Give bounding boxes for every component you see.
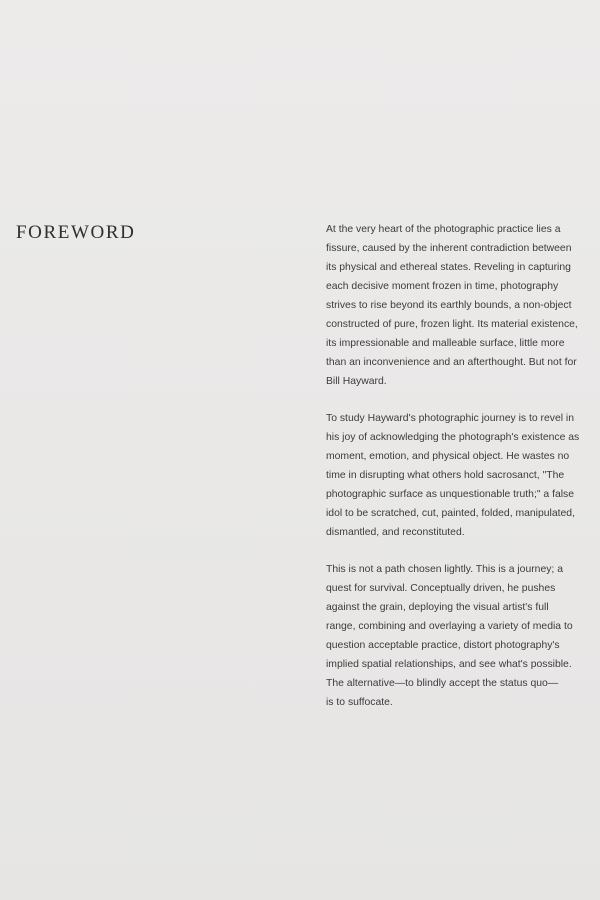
foreword-text (326, 220, 600, 730)
text-line: than an inconvenience and an afterthought. But not for (326, 357, 577, 368)
text-line: photographic surface as unquestionable truth;" a false (326, 489, 575, 500)
paragraph (326, 220, 600, 391)
text-line: range, combining and overlaying a variety of media to (326, 621, 573, 632)
text-line: question acceptable practice, distort photography's (326, 640, 560, 651)
text-line: against the grain, deploying the visual artist's full (326, 602, 549, 613)
text-line: its physical and ethereal states. Reveling in capturing (326, 262, 571, 273)
page-title: FOREWORD (16, 222, 136, 243)
text-line: time in disrupting what others hold sacrosanct, "The (326, 470, 565, 481)
text-line: dismantled, and reconstituted. (326, 527, 465, 538)
text-line: fissure, caused by the inherent contradiction between (326, 243, 572, 254)
text-line: each decisive moment frozen in time, photography (326, 281, 559, 292)
text-line: To study Hayward's photographic journey is to revel in (326, 413, 575, 424)
text-line: Bill Hayward. (326, 376, 387, 387)
text-line: moment, emotion, and physical object. He wastes no (326, 451, 570, 462)
text-line: implied spatial relationships, and see what's possible. (326, 659, 572, 670)
paragraph (326, 560, 600, 712)
text-line: quest for survival. Conceptually driven, he pushes (326, 583, 556, 594)
text-line: This is not a path chosen lightly. This is a journey; a (326, 564, 563, 575)
text-line: constructed of pure, frozen light. Its material existence, (326, 319, 578, 330)
text-line: is to suffocate. (326, 697, 393, 708)
text-line: At the very heart of the photographic practice lies a (326, 224, 561, 235)
text-line: its impressionable and malleable surface, little more (326, 338, 565, 349)
text-line: strives to rise beyond its earthly bounds, a non-object (326, 300, 572, 311)
text-line: his joy of acknowledging the photograph's existence as (326, 432, 580, 443)
text-line: idol to be scratched, cut, painted, folded, manipulated, (326, 508, 575, 519)
paragraph (326, 409, 600, 542)
text-line: The alternative—to blindly accept the status quo— (326, 678, 559, 689)
